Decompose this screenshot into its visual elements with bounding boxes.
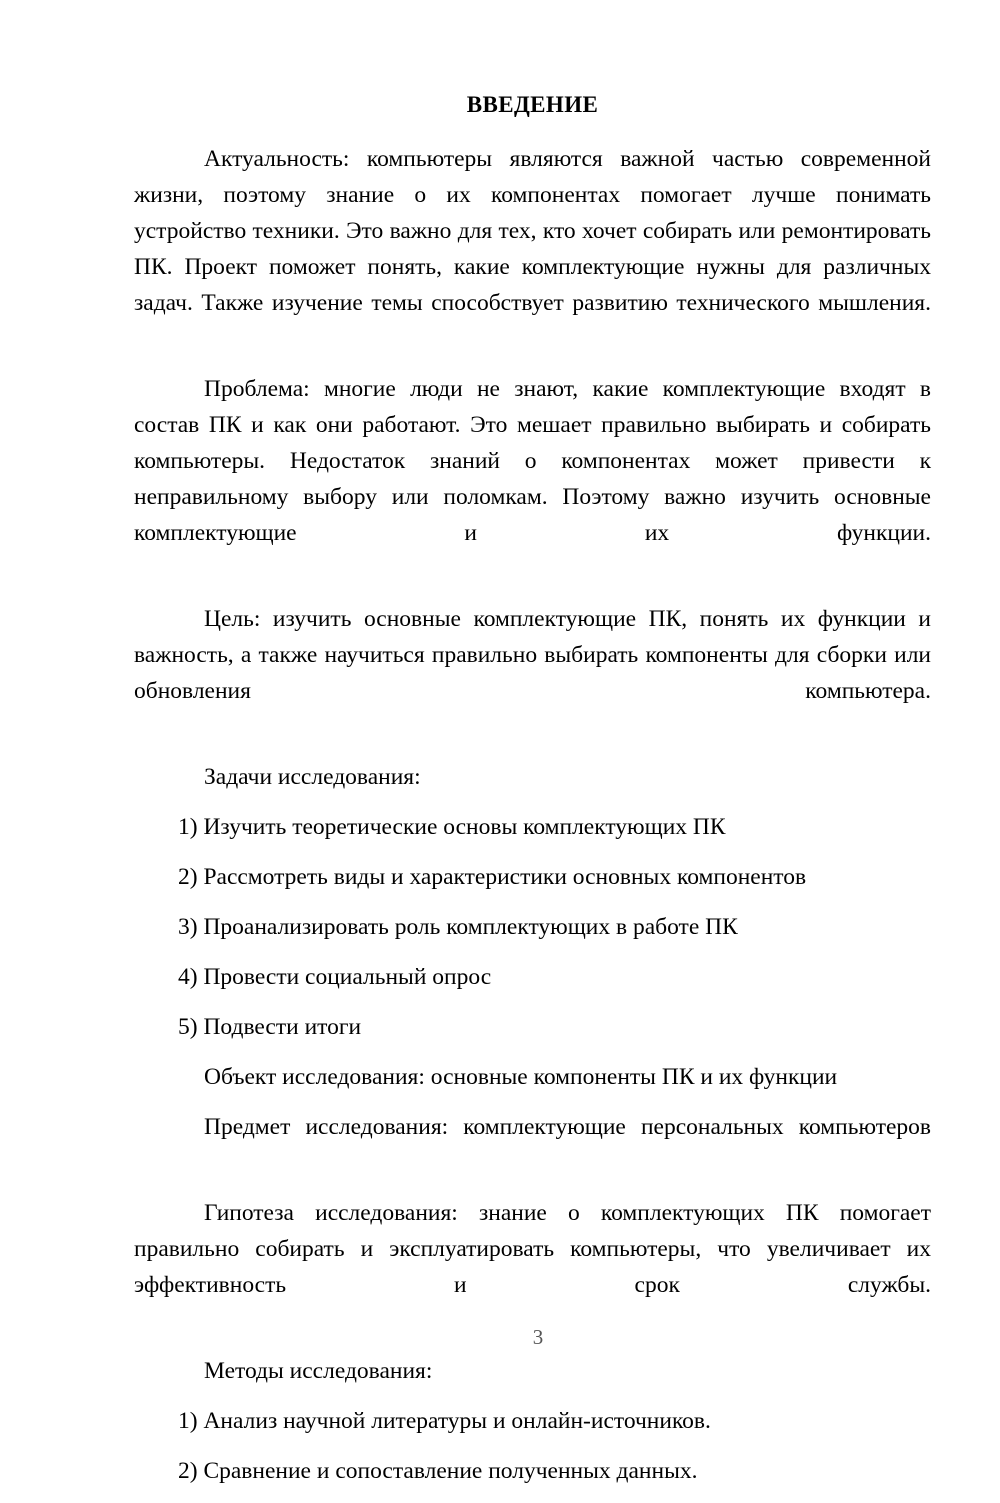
paragraph-object: Объект исследования: основные компоненты ПК и их функции — [204, 1063, 838, 1090]
tasks-heading: Задачи исследования: — [204, 763, 421, 790]
paragraph-subject: Предмет исследования: комплектующие персональных компьютеров — [204, 1113, 931, 1140]
method-item-2: 2) Сравнение и сопоставление полученных данных. — [178, 1457, 698, 1484]
page-number-value: 3 — [532, 1325, 544, 1349]
task-item-4: 4) Провести социальный опрос — [178, 963, 492, 990]
task-item-2: 2) Рассмотреть виды и характеристики основных компонентов — [178, 863, 807, 890]
paragraph-hypothesis: Гипотеза исследования: знание о комплектующих ПК помогает правильно собирать и эксплуатировать компьютеры, что увеличивает их эффективность и срок службы. — [134, 1199, 931, 1298]
task-item-5: 5) Подвести итоги — [178, 1013, 362, 1040]
task-item-3: 3) Проанализировать роль комплектующих в работе ПК — [178, 913, 738, 940]
page-number — [0, 1327, 1000, 1348]
page-title: ВВЕДЕНИЕ — [466, 92, 599, 117]
paragraph-goal: Цель: изучить основные комплектующие ПК, понять их функции и важность, а также научиться правильно выбирать компоненты для сборки или обновления компьютера. — [134, 605, 931, 704]
method-item-1: 1) Анализ научной литературы и онлайн-источников. — [178, 1407, 711, 1434]
task-item-1: 1) Изучить теоретические основы комплектующих ПК — [178, 813, 726, 840]
methods-heading: Методы исследования: — [204, 1357, 433, 1384]
paragraph-relevance: Актуальность: компьютеры являются важной частью современной жизни, поэтому знание о их компонентах помогает лучше понимать устройство техники. Это важно для тех, кто хочет собирать или ремонтировать ПК. Проект поможет понять, какие комплектующие нужны для различных задач. Также изучение темы способствует развитию технического мышления. — [134, 145, 931, 316]
page-content — [134, 88, 931, 1503]
paragraph-problem: Проблема: многие люди не знают, какие комплектующие входят в состав ПК и как они работают. Это мешает правильно выбирать и собирать компьютеры. Недостаток знаний о компонентах может привести к неправильному выбору или поломкам. Поэтому важно изучить основные комплектующие и их функции. — [134, 375, 931, 546]
